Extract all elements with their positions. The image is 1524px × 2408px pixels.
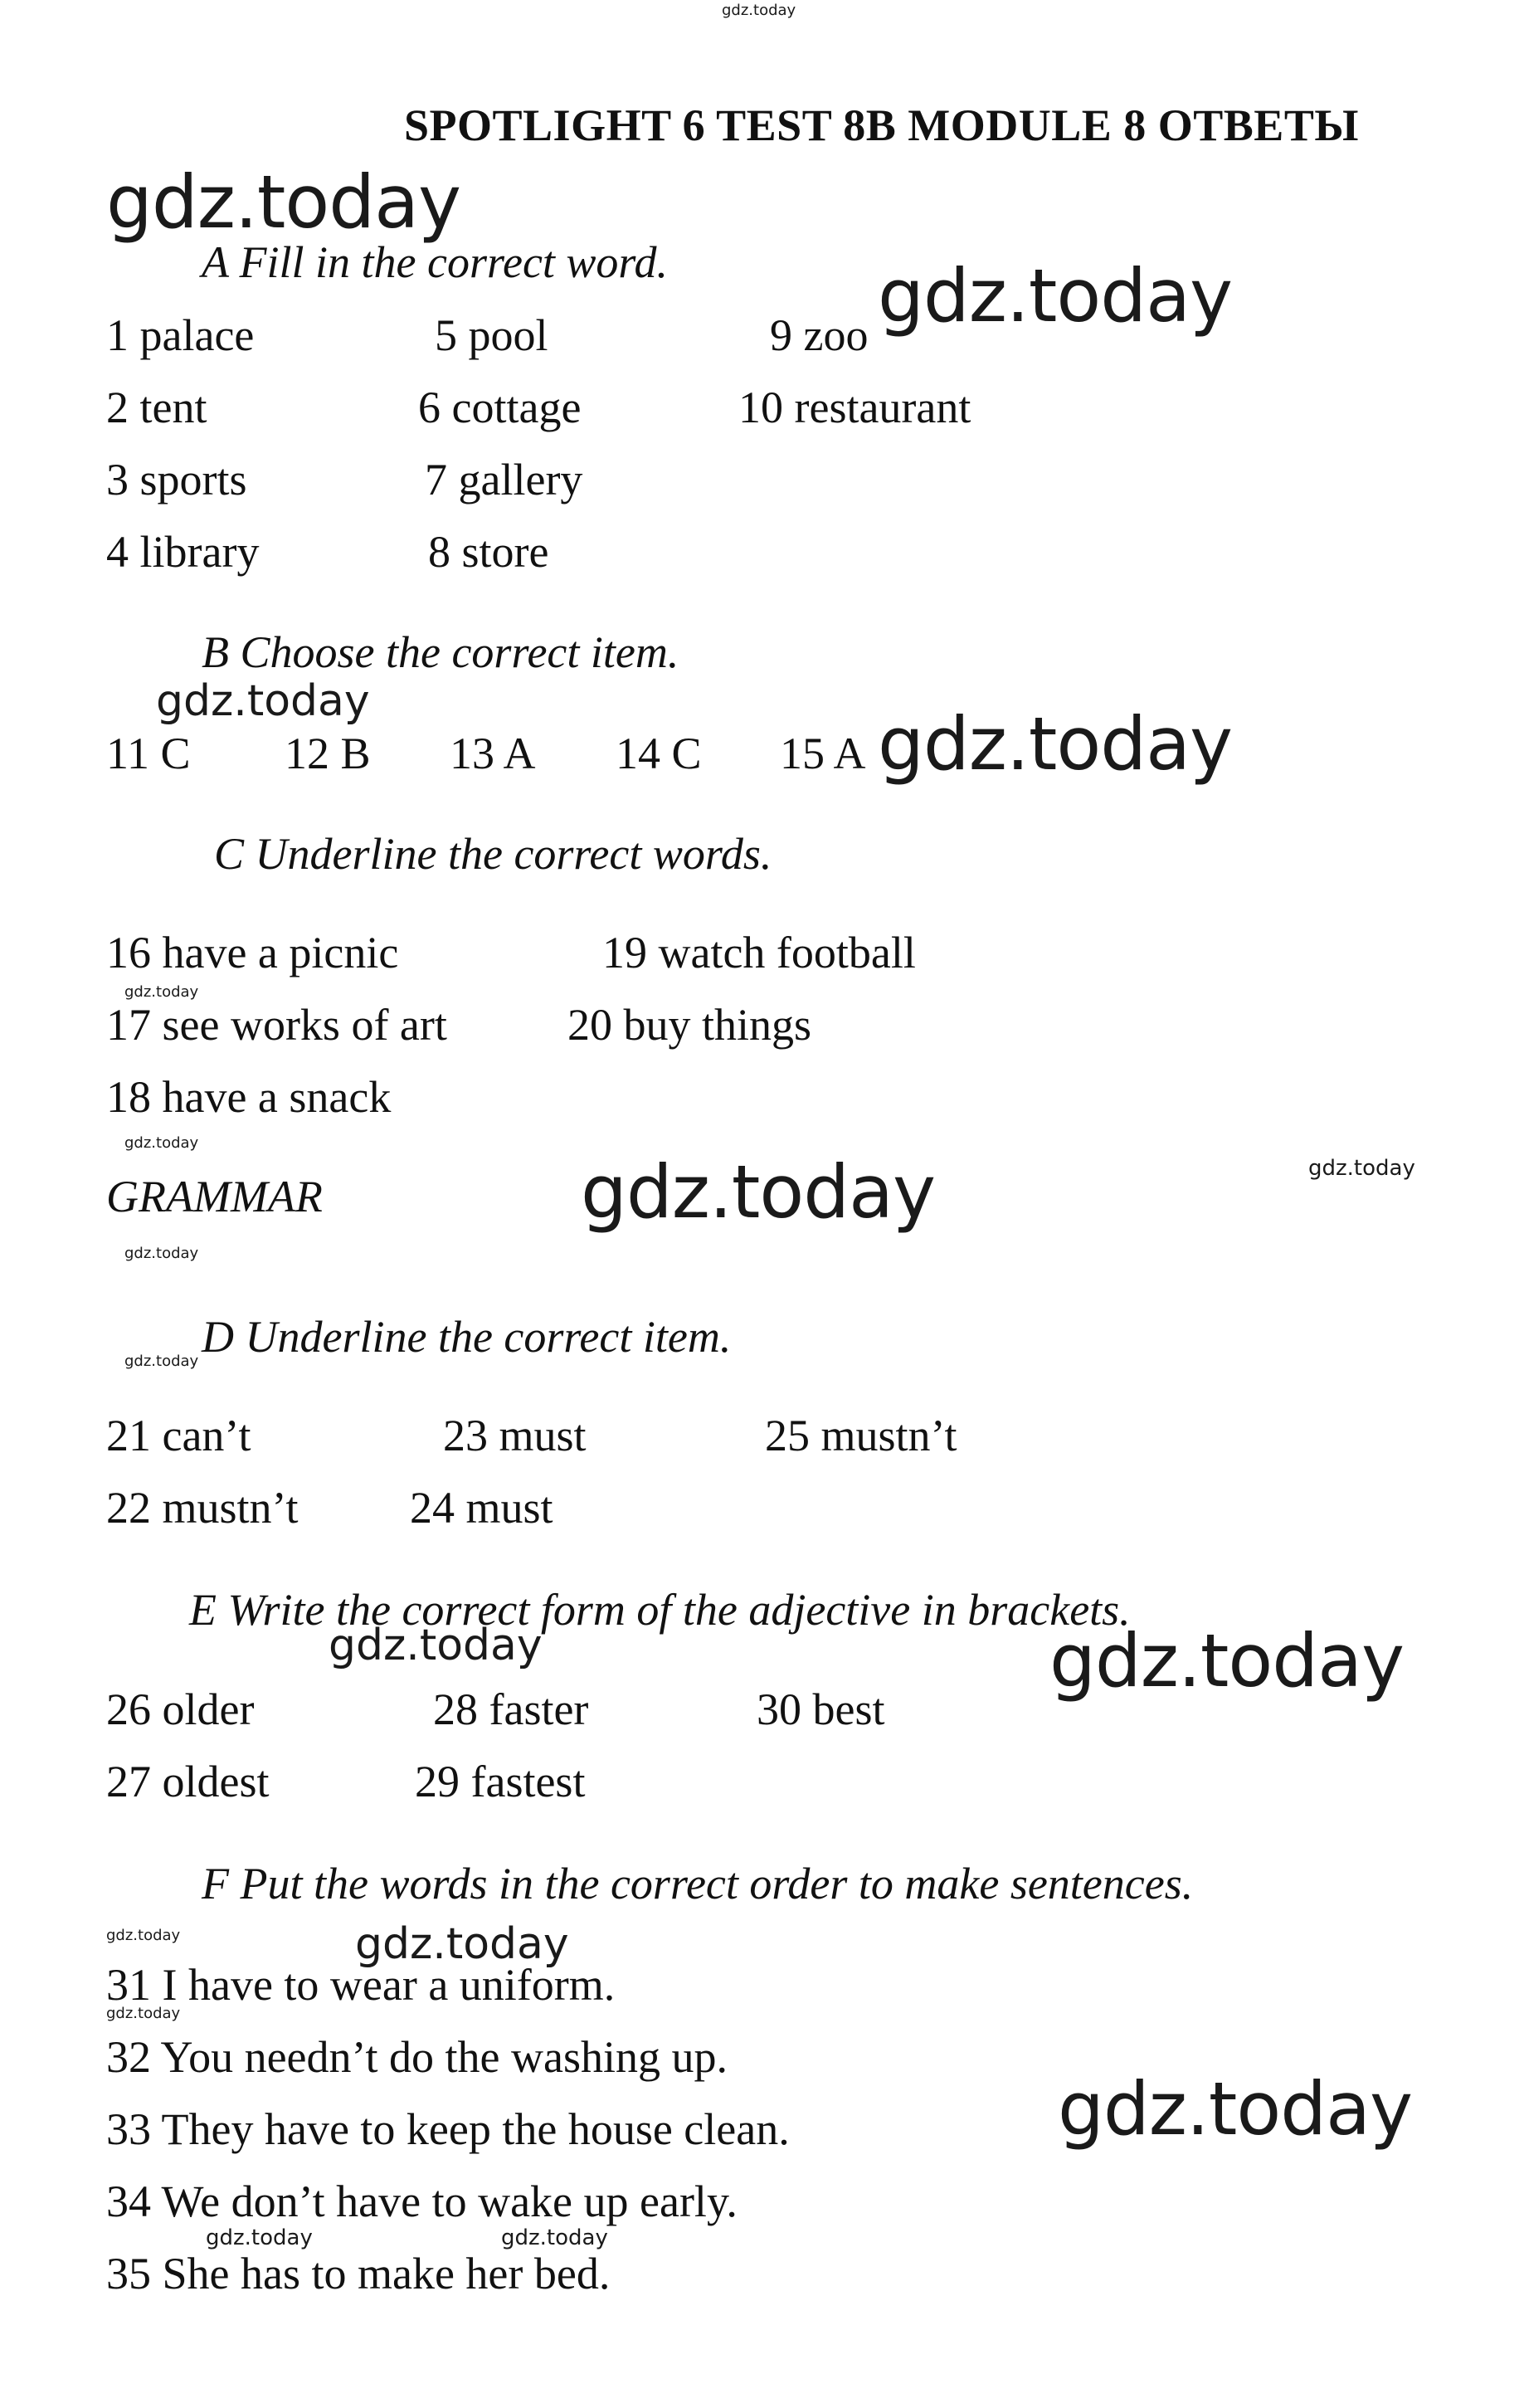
answer-item: 3 sports — [106, 455, 247, 505]
watermark-text: gdz.today — [156, 676, 370, 726]
answer-item: 1 palace — [106, 310, 255, 360]
answer-item: 7 gallery — [425, 455, 583, 505]
answer-item: 25 mustn’t — [765, 1411, 957, 1460]
watermark-text: gdz.today — [878, 701, 1233, 787]
answer-item: 10 restaurant — [738, 383, 971, 432]
page-title: SPOTLIGHT 6 TEST 8B MODULE 8 ОТВЕТЫ — [404, 100, 1359, 150]
answer-item: 13 A — [450, 729, 536, 778]
answer-item: 18 have a snack — [106, 1072, 392, 1122]
answer-item: 5 pool — [435, 310, 548, 360]
watermark-text: gdz.today — [878, 253, 1233, 339]
watermark-text: gdz.today — [124, 1353, 199, 1370]
grammar-heading: GRAMMAR — [106, 1172, 323, 1221]
answer-item: 24 must — [410, 1483, 553, 1533]
watermark-text: gdz.today — [124, 1245, 199, 1262]
watermark-text: gdz.today — [106, 2005, 181, 2022]
watermark-text: gdz.today — [124, 983, 199, 1001]
answer-item: 28 faster — [433, 1684, 589, 1734]
answer-item: 26 older — [106, 1684, 255, 1734]
answer-item: 6 cottage — [418, 383, 582, 432]
answer-item: 22 mustn’t — [106, 1483, 299, 1533]
watermark-text: gdz.today — [1049, 1618, 1405, 1704]
answer-item: 2 tent — [106, 383, 207, 432]
section-f-heading: F Put the words in the correct order to make sentences. — [202, 1859, 1194, 1908]
section-b-heading: B Choose the correct item. — [202, 627, 679, 677]
watermark-text: gdz.today — [124, 1134, 199, 1152]
watermark-text: gdz.today — [501, 2225, 608, 2250]
answer-item: 8 store — [428, 527, 549, 577]
answer-item: 23 must — [443, 1411, 587, 1460]
answer-item: 34 We don’t have to wake up early. — [106, 2176, 738, 2226]
answer-item: 35 She has to make her bed. — [106, 2249, 611, 2298]
answer-item: 20 buy things — [567, 1000, 812, 1050]
watermark-text: gdz.today — [581, 1149, 936, 1235]
answer-item: 21 can’t — [106, 1411, 251, 1460]
watermark-text: gdz.today — [329, 1621, 543, 1670]
watermark-text: gdz.today — [106, 1927, 181, 1944]
watermark-text: gdz.today — [1058, 2066, 1413, 2152]
answer-item: 29 fastest — [415, 1757, 586, 1806]
answer-item: 16 have a picnic — [106, 928, 399, 977]
section-d-heading: D Underline the correct item. — [202, 1312, 732, 1362]
answer-item: 11 C — [106, 729, 191, 778]
section-e-heading: E Write the correct form of the adjective in brackets. — [189, 1585, 1131, 1635]
answer-item: 30 best — [757, 1684, 885, 1734]
answer-item: 4 library — [106, 527, 260, 577]
answer-item: 32 You needn’t do the washing up. — [106, 2032, 728, 2082]
answer-item: 14 C — [616, 729, 702, 778]
answer-item: 27 oldest — [106, 1757, 270, 1806]
answer-item: 19 watch football — [602, 928, 916, 977]
section-a-heading: A Fill in the correct word. — [202, 237, 668, 287]
answer-item: 15 A — [780, 729, 866, 778]
answer-item: 33 They have to keep the house clean. — [106, 2104, 790, 2154]
answer-item: 12 B — [285, 729, 371, 778]
watermark-text: gdz.today — [722, 2, 796, 19]
answer-item: 31 I have to wear a uniform. — [106, 1960, 616, 2010]
watermark-text: gdz.today — [206, 2225, 313, 2250]
answer-item: 17 see works of art — [106, 1000, 447, 1050]
watermark-text: gdz.today — [1308, 1156, 1415, 1181]
answer-item: 9 zoo — [770, 310, 869, 360]
watermark-text: gdz.today — [106, 159, 461, 245]
watermark-text: gdz.today — [355, 1919, 569, 1969]
section-c-heading: C Underline the correct words. — [214, 829, 772, 879]
